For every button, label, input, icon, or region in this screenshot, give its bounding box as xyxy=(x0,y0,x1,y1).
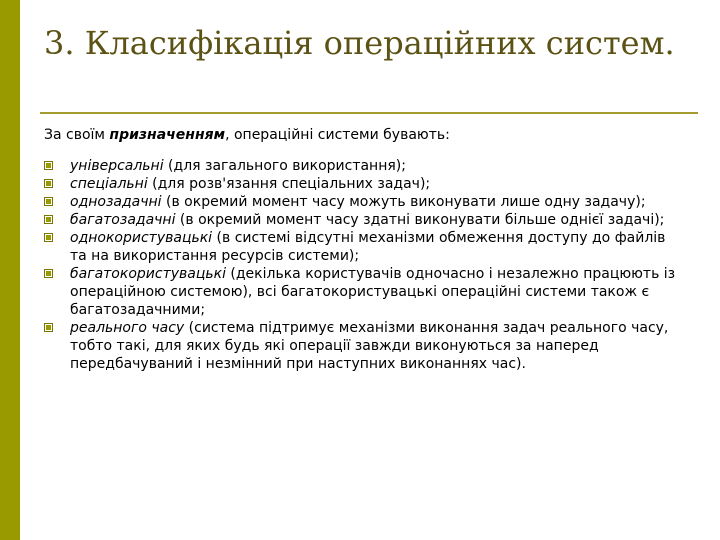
intro-before: За своїм xyxy=(44,127,110,143)
square-bullet-icon xyxy=(44,233,53,242)
square-bullet-icon xyxy=(44,323,53,332)
title-divider xyxy=(40,112,698,114)
item-term: багатозадачні xyxy=(70,212,176,228)
intro-after: , операційні системи бувають: xyxy=(225,127,450,143)
square-bullet-icon xyxy=(44,269,53,278)
accent-bar xyxy=(0,0,20,540)
item-text: (для загального використання); xyxy=(163,158,406,174)
list-item xyxy=(44,175,684,193)
list-item xyxy=(44,319,684,373)
item-term: однокористувацькі xyxy=(70,230,213,246)
list-item xyxy=(44,157,684,175)
item-text: (в системі відсутні механізми обмеження доступу до файлів та на використання ресурсів системи); xyxy=(70,230,666,264)
item-text: (в окремий момент часу можуть виконувати лише одну задачу); xyxy=(161,194,646,210)
intro-emphasis: призначенням xyxy=(109,127,226,143)
slide-title: 3. Класифікація операційних систем. xyxy=(44,24,675,62)
item-text: (для розв'язання спеціальних задач); xyxy=(147,176,431,192)
list-item xyxy=(44,265,684,319)
item-term: багатокористувацькі xyxy=(70,266,226,282)
list-item xyxy=(44,229,684,265)
item-term: спеціальні xyxy=(70,176,148,192)
list-item xyxy=(44,193,684,211)
square-bullet-icon xyxy=(44,179,53,188)
square-bullet-icon xyxy=(44,197,53,206)
item-text: (в окремий момент часу здатні виконувати більше однієї задачі); xyxy=(175,212,665,228)
square-bullet-icon xyxy=(44,161,53,170)
square-bullet-icon xyxy=(44,215,53,224)
os-type-list xyxy=(44,157,684,373)
item-text: (система підтримує механізми виконання задач реального часу, тобто такі, для яких будь які операції завжди виконуються за наперед передбачуваний і незмінний при наступних виконаннях час). xyxy=(70,320,669,372)
item-term: однозадачні xyxy=(70,194,162,210)
intro-text xyxy=(44,126,684,144)
item-term: реального часу xyxy=(70,320,185,336)
item-term: універсальні xyxy=(70,158,164,174)
item-text: (декілька користувачів одночасно і незалежно працюють із операційною системою), всі багатокористувацькі операційні системи також є багатозадачними; xyxy=(70,266,676,318)
list-item xyxy=(44,211,684,229)
